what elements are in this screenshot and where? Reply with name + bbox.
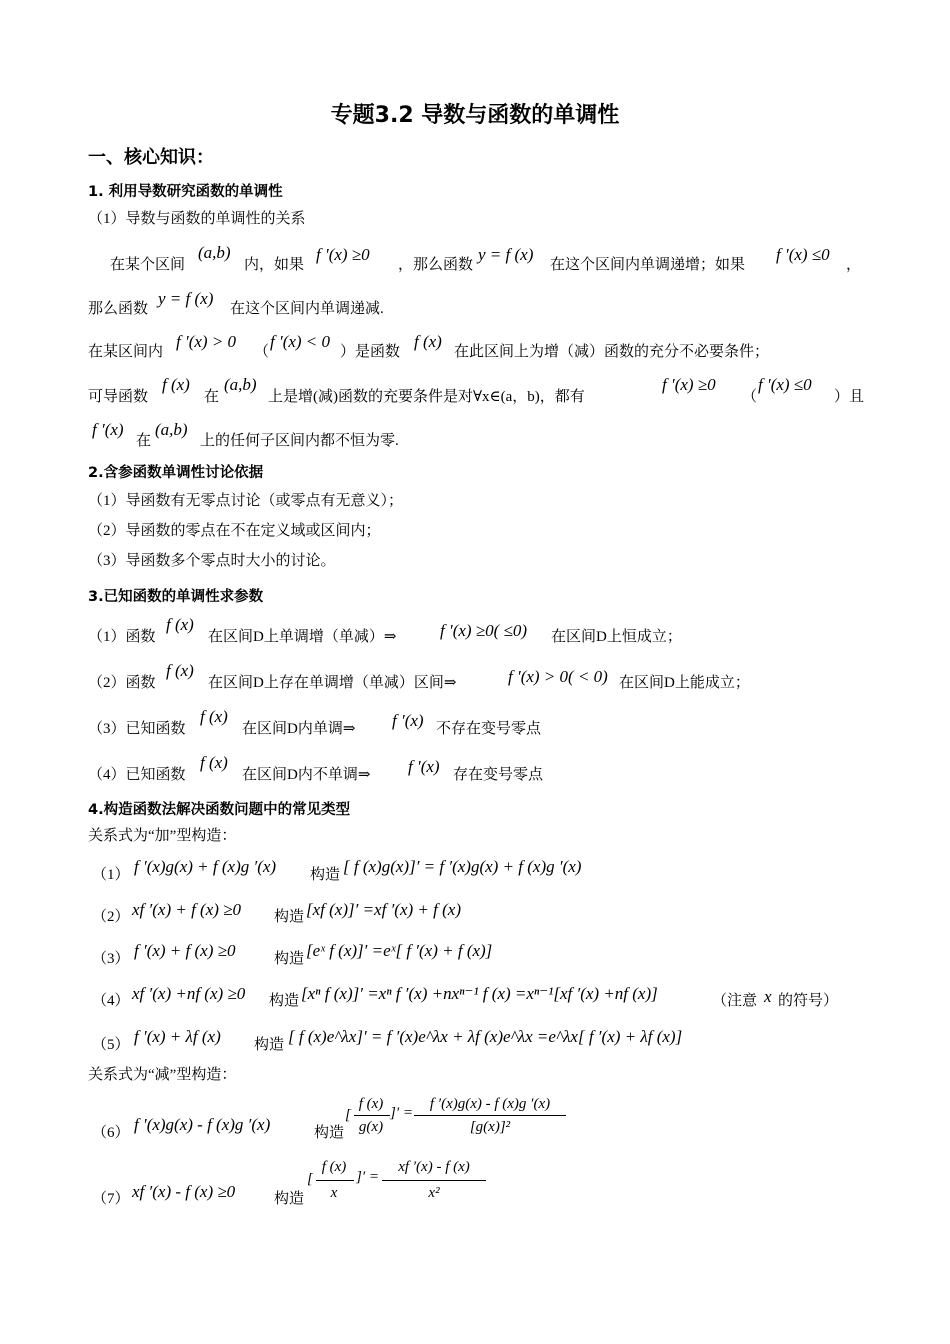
item-number: （6） xyxy=(92,1125,130,1141)
item-number: （4） xyxy=(92,993,130,1009)
text: ，那么函数 xyxy=(398,257,474,273)
item-number: （3） xyxy=(92,951,130,967)
math-expression: f ′(x) ≥0 xyxy=(316,245,370,264)
math-expression: f ′(x) > 0 xyxy=(176,332,237,351)
text: 内，如果 xyxy=(244,257,305,273)
list-item: （2）导函数的零点在不在定义域或区间内； xyxy=(88,523,381,539)
construct-label: 构造 xyxy=(314,1125,345,1141)
construct-label: 构造 xyxy=(269,993,300,1009)
math-expression: [eˣ f (x)]′ =eˣ[ f ′(x) + f (x)] xyxy=(306,941,493,960)
text: 在区间D内不单调⇒ xyxy=(242,767,371,783)
item-number: （1） xyxy=(92,867,130,883)
math-expression: f ′(x)g(x) - f (x)g ′(x) xyxy=(134,1115,271,1134)
math-interval: (a,b) xyxy=(155,420,188,439)
text: 那么函数 xyxy=(88,301,149,317)
subsection-heading-3: 3.已知函数的单调性求参数 xyxy=(88,589,264,605)
math-expression: f ′(x) > 0( < 0) xyxy=(508,667,608,686)
subsection-1-intro: （1）导数与函数的单调性的关系 xyxy=(88,211,306,227)
text: 在此区间上为增（减）函数的充分不必要条件； xyxy=(454,344,770,360)
text: （注意 xyxy=(712,993,758,1009)
item-number: （5） xyxy=(92,1037,130,1053)
math-expression: f ′(x) + f (x) ≥0 xyxy=(134,941,236,960)
math-expression: f (x) xyxy=(200,753,228,772)
math-expression: f (x) xyxy=(166,661,194,680)
bracket: [ xyxy=(307,1171,313,1187)
list-item: （1）导函数有无零点讨论（或零点有无意义）； xyxy=(88,493,404,509)
text: ）且 xyxy=(834,389,865,405)
fraction-denominator: [g(x)]² xyxy=(469,1119,511,1135)
construct-label: 构造 xyxy=(274,951,305,967)
text: 在某区间内 xyxy=(88,344,164,360)
text: 上的任何子区间内都不恒为零. xyxy=(200,433,399,449)
math-expression: f ′(x) ≥0( ≤0) xyxy=(440,621,528,640)
math-expression: f ′(x) xyxy=(408,757,440,776)
subsection-heading-2: 2.含参函数单调性讨论依据 xyxy=(88,465,264,481)
text: 可导函数 xyxy=(88,389,149,405)
construct-label: 构造 xyxy=(274,1191,305,1207)
math-expression: f ′(x) xyxy=(392,711,424,730)
text: 存在变号零点 xyxy=(453,767,544,783)
math-interval: (a,b) xyxy=(198,243,231,262)
text: （2）函数 xyxy=(88,675,156,691)
list-item: （3）导函数多个零点时大小的讨论。 xyxy=(88,553,336,569)
math-expression: f (x) xyxy=(414,332,442,351)
construct-label: 构造 xyxy=(310,867,341,883)
math-expression: f ′(x)g(x) + f (x)g ′(x) xyxy=(134,857,277,876)
text: 不存在变号零点 xyxy=(436,721,542,737)
math-expression: f ′(x) ≤0 xyxy=(776,245,830,264)
math-expression: f ′(x) ≥0 xyxy=(662,375,716,394)
math-expression: f ′(x) ≤0 xyxy=(758,375,812,394)
bracket: [ xyxy=(345,1107,351,1123)
math-expression: [xⁿ f (x)]′ =xⁿ f ′(x) +nxⁿ⁻¹ f (x) =xⁿ⁻¹[xf ′(x) +nf (x)] xyxy=(301,984,658,1003)
text: 在区间D上存在单调增（单减）区间⇒ xyxy=(208,675,457,691)
add-type-intro: 关系式为“加”型构造： xyxy=(88,828,237,844)
math-expression: y = f (x) xyxy=(158,289,214,308)
fraction-line xyxy=(316,1180,354,1181)
fraction-line xyxy=(354,1115,390,1116)
text: 在区间D内单调⇒ xyxy=(242,721,356,737)
math-expression: f ′(x) + λf (x) xyxy=(134,1027,221,1046)
fraction-numerator: f (x) xyxy=(358,1096,384,1112)
text: （3）已知函数 xyxy=(88,721,186,737)
text: ， xyxy=(846,257,862,273)
fraction-line xyxy=(414,1115,566,1116)
text: （1）函数 xyxy=(88,629,156,645)
math-expression: xf ′(x) - f (x) ≥0 xyxy=(132,1182,236,1201)
text: 上是增(减)函数的充要条件是对∀x∈(a，b)，都有 xyxy=(268,389,585,405)
text: （ xyxy=(254,344,270,360)
math-variable: x xyxy=(764,987,772,1006)
math-expression: ]′ = xyxy=(356,1169,379,1185)
item-number: （7） xyxy=(92,1191,130,1207)
fraction-numerator: xf ′(x) - f (x) xyxy=(398,1159,470,1175)
math-expression: f (x) xyxy=(162,375,190,394)
text: 在某个区间 xyxy=(110,257,186,273)
text: 的符号） xyxy=(778,993,839,1009)
text: 在区间D上能成立； xyxy=(619,675,750,691)
subsection-heading-4: 4.构造函数法解决函数问题中的常见类型 xyxy=(88,802,351,818)
fraction-line xyxy=(382,1180,486,1181)
text: 在这个区间内单调递减. xyxy=(230,301,384,317)
math-expression: f ′(x) xyxy=(92,420,124,439)
page-title: 专题3.2 导数与函数的单调性 xyxy=(330,103,620,128)
math-expression: f ′(x) < 0 xyxy=(270,332,331,351)
fraction-numerator: f ′(x)g(x) - f (x)g ′(x) xyxy=(429,1096,551,1112)
math-expression: f (x) xyxy=(166,615,194,634)
section-heading-core: 一、核心知识： xyxy=(88,147,214,168)
math-expression: y = f (x) xyxy=(478,245,534,264)
math-expression: ]′ = xyxy=(390,1105,413,1121)
text: （ xyxy=(742,389,758,405)
construct-label: 构造 xyxy=(274,909,305,925)
math-expression: xf ′(x) + f (x) ≥0 xyxy=(132,900,241,919)
math-expression: [ f (x)e^λx]′ = f ′(x)e^λx + λf (x)e^λx =e^λx[ f ′(x) + λf (x)] xyxy=(288,1027,683,1046)
text: 在 xyxy=(204,389,220,405)
subsection-heading-1: 1. 利用导数研究函数的单调性 xyxy=(88,184,283,200)
math-expression: [ f (x)g(x)]′ = f ′(x)g(x) + f (x)g ′(x) xyxy=(343,857,582,876)
math-expression: xf ′(x) +nf (x) ≥0 xyxy=(132,984,246,1003)
sub-type-intro: 关系式为“减”型构造： xyxy=(88,1067,237,1083)
text: （4）已知函数 xyxy=(88,767,186,783)
math-interval: (a,b) xyxy=(224,375,257,394)
text: 在这个区间内单调递增；如果 xyxy=(550,257,746,273)
fraction-denominator: x² xyxy=(428,1185,440,1201)
fraction-denominator: x xyxy=(330,1185,338,1201)
math-expression: f (x) xyxy=(200,707,228,726)
fraction-numerator: f (x) xyxy=(321,1159,347,1175)
text: 在 xyxy=(136,433,152,449)
item-number: （2） xyxy=(92,909,130,925)
text: 在区间D上恒成立； xyxy=(551,629,682,645)
text: ）是函数 xyxy=(340,344,401,360)
fraction-denominator: g(x) xyxy=(358,1119,384,1135)
construct-label: 构造 xyxy=(254,1037,285,1053)
math-expression: [xf (x)]′ =xf ′(x) + f (x) xyxy=(306,900,461,919)
text: 在区间D上单调增（单减）⇒ xyxy=(208,629,397,645)
